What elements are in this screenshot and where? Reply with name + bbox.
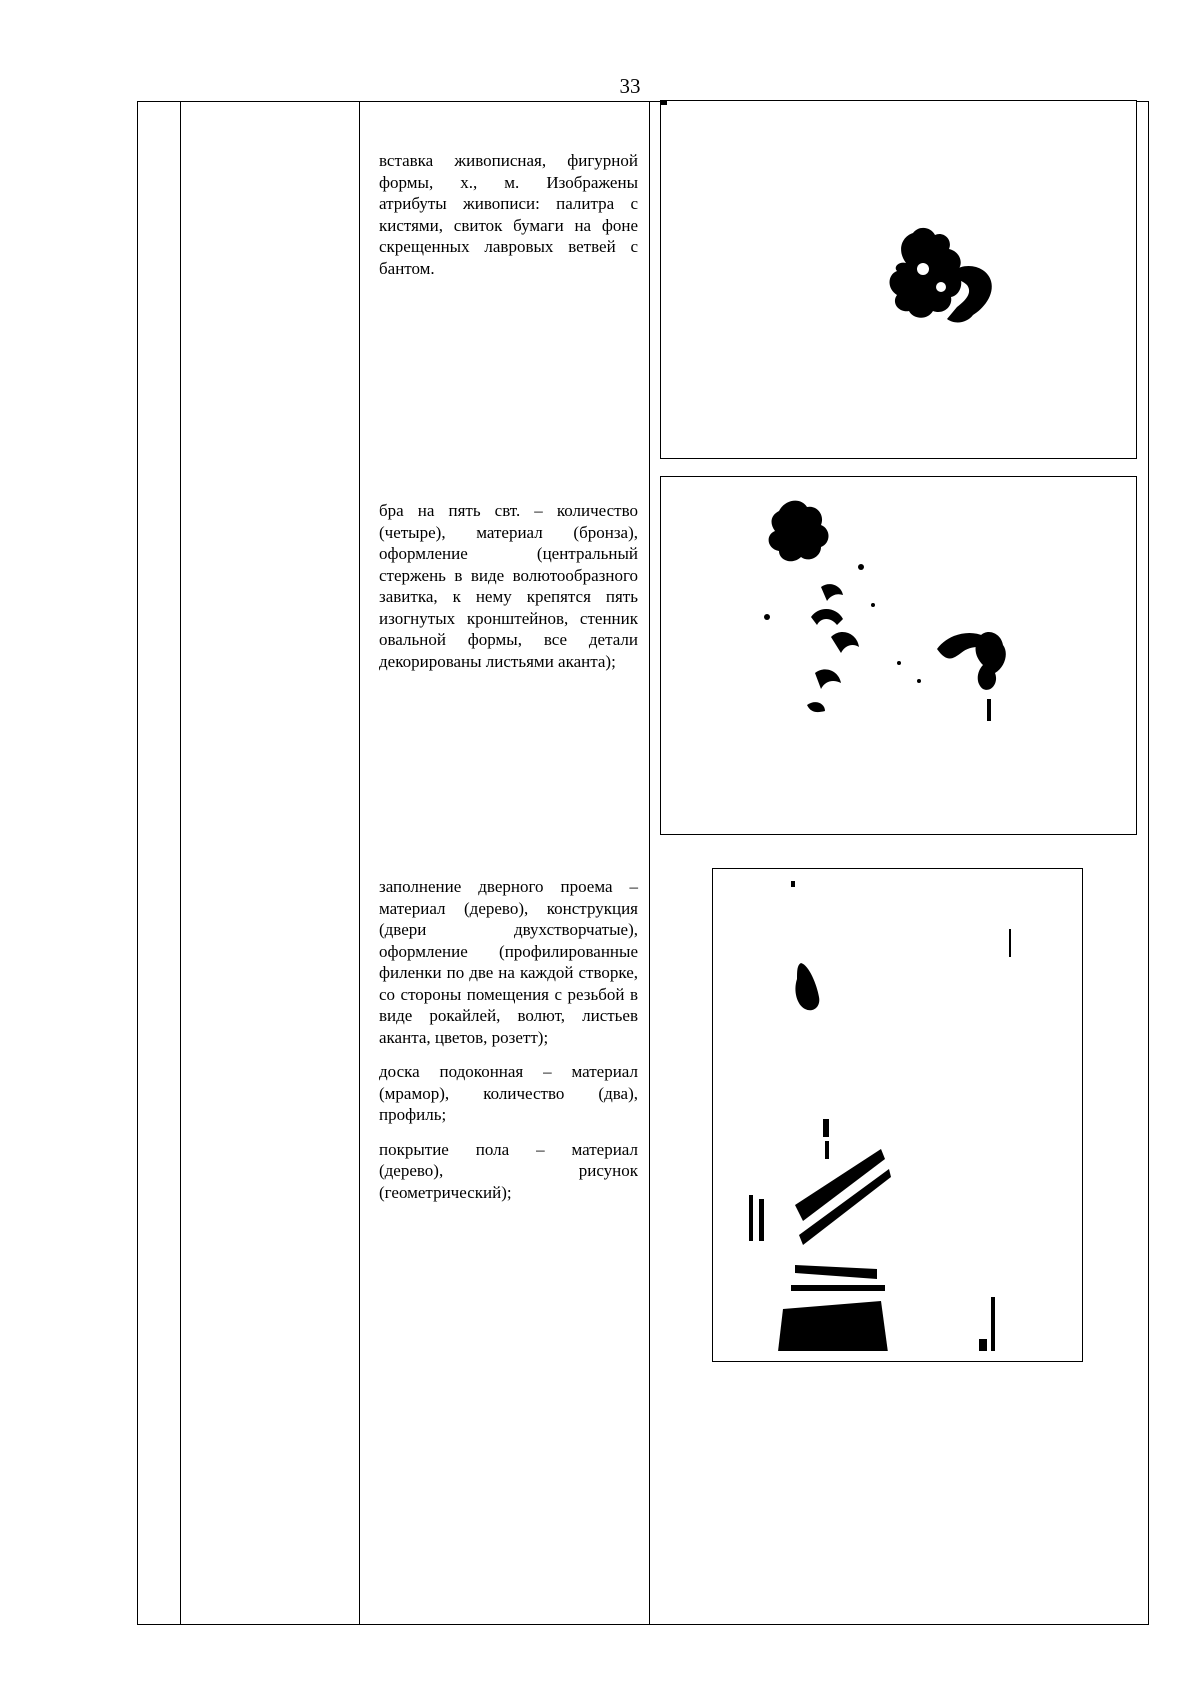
entry-doorway: [379, 876, 638, 1216]
photo-painted-insert: [660, 100, 1137, 459]
description-column: [371, 102, 639, 1624]
entry-text: вставка живописная, фигурной формы, х., м. Изображены атрибуты живописи: палитра с кистями, свиток бумаги на фоне скрещенных лавровых ветвей с бантом.: [379, 151, 638, 278]
photo-sconce: [660, 476, 1137, 835]
entry-text: бра на пять свт. – количество (четыре), материал (бронза), оформление (центральный стержень в виде волютообразного завитка, к нему крепятся пять изогнутых кронштейнов, стенник овальной формы, все детали декорированы листьями аканта);: [379, 501, 638, 671]
entry-text: доска подоконная – материал (мрамор), количество (два), профиль;: [379, 1062, 638, 1124]
entry-sconce: [379, 500, 638, 685]
column-divider-3: [649, 102, 650, 1624]
inventory-table: [137, 101, 1149, 1625]
page-number: 33: [619, 74, 641, 98]
photo-doorway: [712, 868, 1083, 1362]
entry-text: заполнение дверного проема – материал (дерево), конструкция (двери двухстворчатые), оформление (профилированные филенки по две на каждой створке, со стороны помещения с резьбой в виде рокайлей, волют, листьев аканта, цветов, розетт);: [379, 877, 638, 1047]
entry-text: покрытие пола – материал (дерево), рисунок (геометрический);: [379, 1139, 638, 1202]
column-divider-2: [359, 102, 360, 1624]
entry-painted-insert: [379, 150, 638, 292]
column-divider-1: [180, 102, 181, 1624]
